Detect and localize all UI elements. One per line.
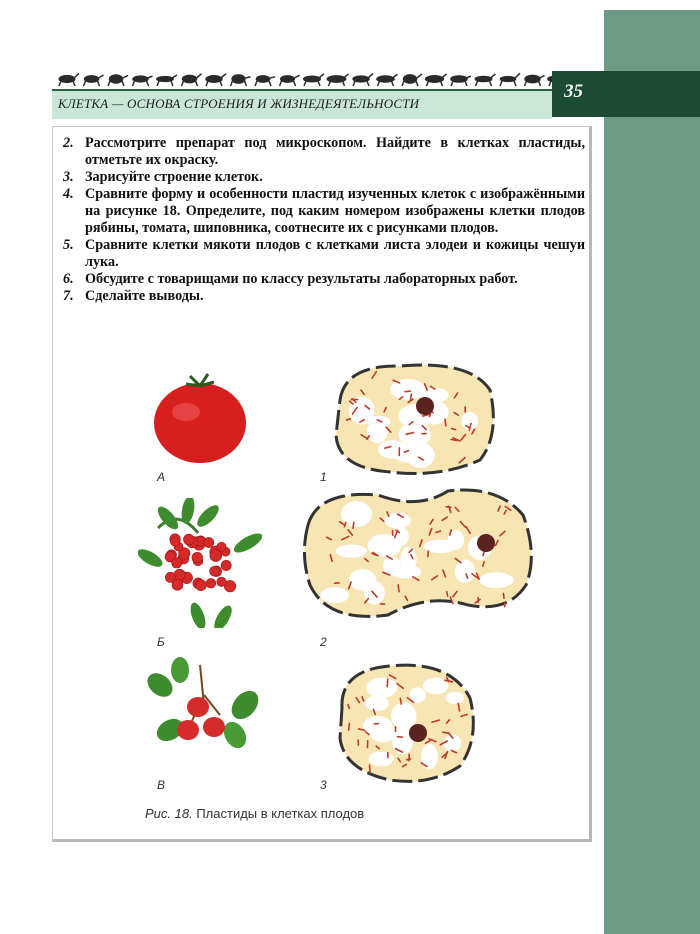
cell-label-3: 3 — [320, 778, 327, 792]
page-number-box — [552, 71, 700, 117]
step-text: Сравните клетки мякоти плодов с клетками листа элодеи и кожицы чешуи лука. — [85, 237, 585, 270]
step-text: Обсудите с товарищами по классу результаты лабораторных работ. — [85, 271, 518, 287]
cell-label-2: 2 — [320, 635, 327, 649]
caption-text: Пластиды в клетках плодов — [196, 806, 365, 821]
plastid-cell-1 — [330, 360, 500, 480]
step-item — [63, 288, 585, 305]
step-item — [63, 186, 585, 237]
plastid-cell-2 — [298, 485, 538, 625]
step-text: Зарисуйте строение клеток. — [85, 169, 263, 185]
step-text: Сравните форму и особенности пластид изученных клеток с изображёнными на рисунке 18. Определите, под каким номером изображены клетки плодов рябины, томата, шиповника, соотнесите их с рисунками плодов. — [85, 186, 585, 236]
step-item — [63, 169, 585, 186]
rosehip-illustration — [140, 655, 270, 765]
step-text: Сделайте выводы. — [85, 288, 204, 304]
animal-silhouettes-strip — [55, 69, 603, 87]
step-item — [63, 237, 585, 271]
chapter-header-bar — [52, 89, 552, 119]
page-number: 35 — [564, 81, 583, 102]
lab-steps-list — [63, 135, 585, 305]
tomato-illustration — [150, 368, 250, 468]
caption-prefix: Рис. 18. — [145, 806, 193, 821]
step-item — [63, 135, 585, 169]
step-number: 3. — [63, 169, 74, 185]
step-number: 5. — [63, 237, 74, 253]
step-number: 2. — [63, 135, 74, 151]
cell-label-1: 1 — [320, 470, 327, 484]
plastid-cell-3 — [330, 658, 480, 788]
step-number: 7. — [63, 288, 74, 304]
step-item — [63, 271, 585, 288]
fruit-label-v: В — [157, 778, 166, 792]
figure-18 — [130, 360, 550, 800]
step-number: 4. — [63, 186, 74, 202]
figure-caption — [145, 806, 364, 821]
rowan-illustration — [138, 498, 268, 628]
chapter-title: КЛЕТКА — ОСНОВА СТРОЕНИЯ И ЖИЗНЕДЕЯТЕЛЬНОСТИ — [58, 96, 420, 111]
side-band — [604, 10, 700, 934]
fruit-label-a: А — [157, 470, 166, 484]
step-number: 6. — [63, 271, 74, 287]
step-text: Рассмотрите препарат под микроскопом. Найдите в клетках пластиды, отметьте их окраску. — [85, 135, 585, 168]
fruit-label-b: Б — [157, 635, 165, 649]
